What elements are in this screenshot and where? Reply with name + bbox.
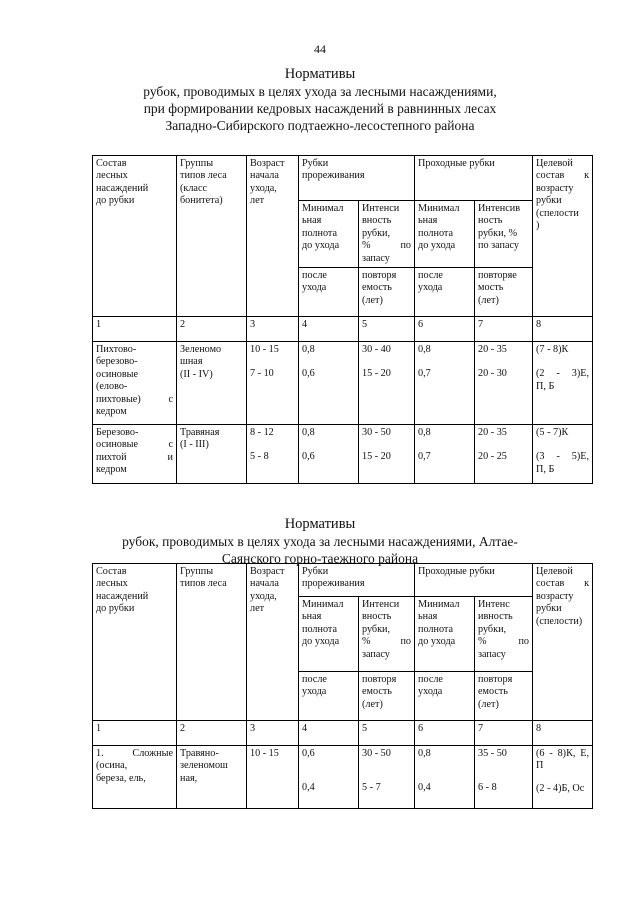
norms-table-1 [92, 155, 593, 484]
cell-pass-intensity: 20 - 35 20 - 25 [475, 425, 533, 484]
cell-age: 10 - 15 [247, 746, 299, 809]
cell-group: Травяно- зеленомош ная, [177, 746, 247, 809]
header-passage-cuttings: Проходные рубки [415, 564, 533, 597]
header-min-density: Минимал ьная полнота до ухода [299, 597, 359, 672]
header-min-density-passage: Минимал ьная полнота до ухода [415, 201, 475, 268]
header-after-care: после ухода [299, 268, 359, 317]
cell-age: 10 - 15 7 - 10 [247, 342, 299, 425]
cell-thin-intensity: 30 - 40 15 - 20 [359, 342, 415, 425]
cell-pass-intensity: 35 - 50 6 - 8 [475, 746, 533, 809]
header-target-composition: Целевой состав к возрасту рубки (спелости) [533, 564, 593, 721]
header-target-composition: Целевой состав к возрасту рубки (спелости ) [533, 156, 593, 317]
cell-composition: Пихтово- березово- осиновые (елово- пихтовые) с кедром [93, 342, 177, 425]
title-line: рубок, проводимых в целях ухода за лесными насаждениями, Алтае- [122, 534, 518, 549]
title-line: при формировании кедровых насаждений в равнинных лесах [143, 101, 497, 116]
header-after-care: после ухода [299, 672, 359, 721]
cell-thin-density: 0,8 0,6 [299, 342, 359, 425]
header-passage-cuttings: Проходные рубки [415, 156, 533, 201]
title-line: Нормативы [284, 516, 356, 532]
header-repeat: повторя емость (лет) [359, 672, 415, 721]
cell-thin-density: 0,8 0,6 [299, 425, 359, 484]
cell-thin-density: 0,6 0,4 [299, 746, 359, 809]
title-line: рубок, проводимых в целях ухода за лесными насаждениями, [143, 84, 497, 99]
header-composition: Состав лесных насаждений до рубки [93, 156, 177, 317]
cell-target: (6 - 8)К, Е, П (2 - 4)Б, Ос [533, 746, 593, 809]
header-repeat-passage: повторяе мость (лет) [475, 268, 533, 317]
header-forest-groups: Группы типов леса (класс бонитета) [177, 156, 247, 317]
header-start-age: Возраст начала ухода, лет [247, 564, 299, 721]
title-line: Нормативы [284, 66, 356, 82]
title-line: Саянского горно-таежного района [221, 551, 419, 566]
page-number: 44 [314, 42, 326, 56]
title-line: Западно-Сибирского подтаежно-лесостепного района [165, 118, 475, 133]
header-repeat: повторя емость (лет) [359, 268, 415, 317]
norms-table-2 [92, 563, 593, 809]
header-forest-groups: Группы типов леса [177, 564, 247, 721]
table-row [93, 746, 593, 809]
cell-pass-intensity: 20 - 35 20 - 30 [475, 342, 533, 425]
header-after-care-passage: после ухода [415, 672, 475, 721]
header-repeat-passage: повторя емость (лет) [475, 672, 533, 721]
column-numbers-row: 1 2 3 4 5 6 7 8 [93, 317, 593, 342]
header-intensity: Интенси вность рубки, % по запасу [359, 597, 415, 672]
column-numbers-row: 1 2 3 4 5 6 7 8 [93, 721, 593, 746]
cell-target: (7 - 8)К (2 - 3)Е, П, Б [533, 342, 593, 425]
table-row [93, 425, 593, 484]
header-after-care-passage: после ухода [415, 268, 475, 317]
header-intensity: Интенси вность рубки, % по запасу [359, 201, 415, 268]
cell-pass-density: 0,8 0,4 [415, 746, 475, 809]
cell-pass-density: 0,8 0,7 [415, 425, 475, 484]
header-min-density-passage: Минимал ьная полнота до ухода [415, 597, 475, 672]
header-composition: Состав лесных насаждений до рубки [93, 564, 177, 721]
cell-pass-density: 0,8 0,7 [415, 342, 475, 425]
cell-thin-intensity: 30 - 50 5 - 7 [359, 746, 415, 809]
header-thinning: Рубки прореживания [299, 564, 415, 597]
header-start-age: Возраст начала ухода, лет [247, 156, 299, 317]
table-row [93, 342, 593, 425]
cell-thin-intensity: 30 - 50 15 - 20 [359, 425, 415, 484]
header-intensity-passage: Интенс ивность рубки, % по запасу [475, 597, 533, 672]
header-min-density: Минимал ьная полнота до ухода [299, 201, 359, 268]
cell-target: (5 - 7)К (3 - 5)Е, П, Б [533, 425, 593, 484]
cell-age: 8 - 12 5 - 8 [247, 425, 299, 484]
section2-title [0, 516, 640, 567]
cell-group: Травяная (I - III) [177, 425, 247, 484]
header-intensity-passage: Интенсив ность рубки, % по запасу [475, 201, 533, 268]
cell-group: Зеленомо шная (II - IV) [177, 342, 247, 425]
cell-composition: 1. Сложные (осина, береза, ель, [93, 746, 177, 809]
section1-title [0, 66, 640, 134]
header-thinning: Рубки прореживания [299, 156, 415, 201]
cell-composition: Березово- осиновые с пихтой и кедром [93, 425, 177, 484]
